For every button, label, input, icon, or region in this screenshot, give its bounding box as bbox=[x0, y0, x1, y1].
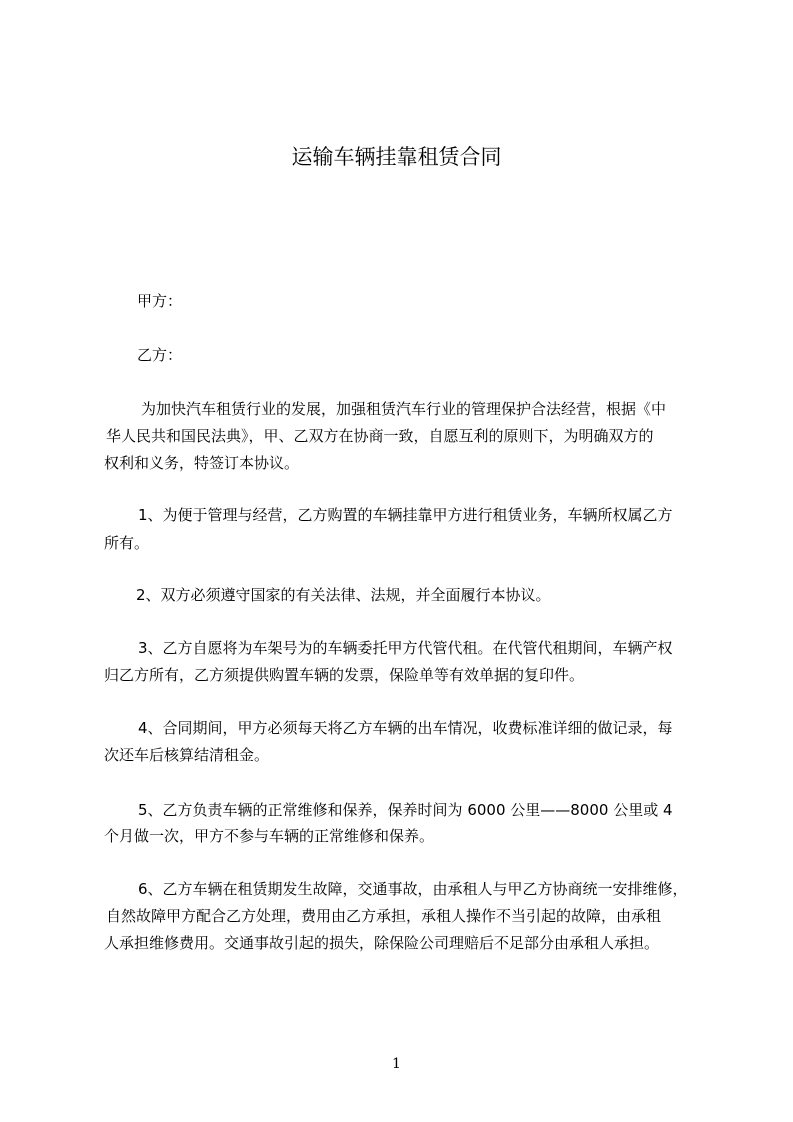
clause-line: 次还车后核算结清租金。 bbox=[104, 746, 270, 764]
clause-line: 1、为便于管理与经营，乙方购置的车辆挂靠甲方进行租赁业务，车辆所权属乙方 bbox=[138, 506, 673, 524]
page-number: 1 bbox=[392, 1056, 401, 1072]
clause-line: 5、乙方负责车辆的正常维修和保养，保养时间为 6000 公里——8000 公里或 4 bbox=[138, 801, 673, 819]
party-a-label: 甲方： bbox=[137, 292, 183, 310]
intro-line: 为加快汽车租赁行业的发展，加强租赁汽车行业的管理保护合法经营，根据《中 bbox=[141, 400, 667, 418]
clause-line: 2、双方必须遵守国家的有关法律、法规，并全面履行本协议。 bbox=[136, 586, 551, 604]
clause-line: 人承担维修费用。交通事故引起的损失，除保险公司理赔后不足部分由承租人承担。 bbox=[104, 934, 660, 952]
clause-line: 6、乙方车辆在租赁期发生故障，交通事故，由承租人与甲乙方协商统一安排维修， bbox=[138, 880, 688, 898]
intro-line: 华人民共和国民法典》，甲、乙双方在协商一致，自愿互利的原则下，为明确双方的 bbox=[106, 427, 654, 445]
page-title: 运输车辆挂靠租赁合同 bbox=[291, 145, 502, 169]
clause-line: 3、乙方自愿将为车架号为的车辆委托甲方代管代租。在代管代租期间，车辆产权 bbox=[138, 639, 673, 657]
intro-line: 权利和义务，特签订本协议。 bbox=[104, 454, 300, 472]
clause-line: 个月做一次，甲方不参与车辆的正常维修和保养。 bbox=[104, 827, 435, 845]
party-b-label: 乙方： bbox=[137, 346, 183, 364]
clause-line: 所有。 bbox=[104, 534, 150, 552]
clause-line: 4、合同期间，甲方必须每天将乙方车辆的出车情况，收费标准详细的做记录，每 bbox=[138, 719, 673, 737]
clause-line: 自然故障甲方配合乙方处理，费用由乙方承担，承租人操作不当引起的故障，由承租 bbox=[106, 907, 662, 925]
clause-line: 归乙方所有，乙方须提供购置车辆的发票，保险单等有效单据的复印件。 bbox=[104, 666, 585, 684]
